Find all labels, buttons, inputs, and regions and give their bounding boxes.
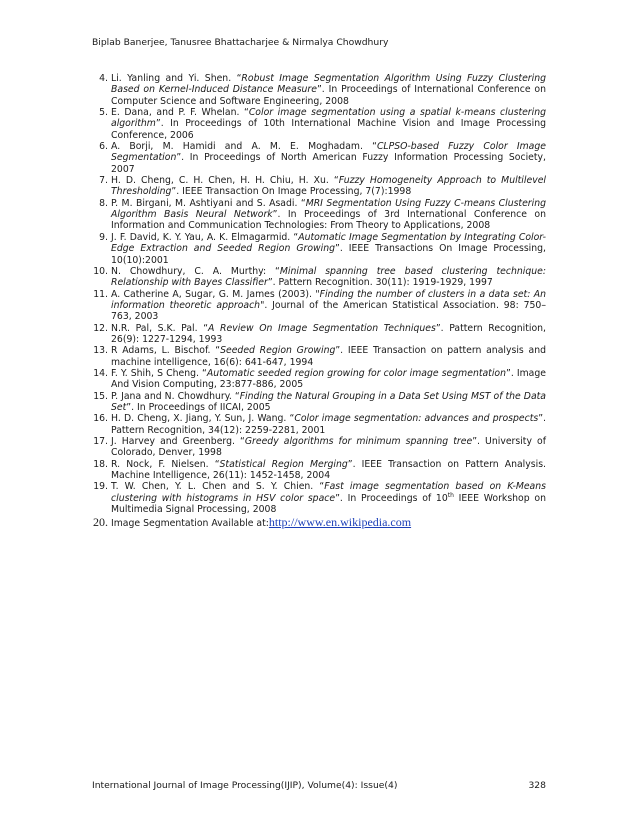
reference-item <box>92 323 546 346</box>
reference-authors: N.R. Pal, S.K. Pal. “ <box>111 322 209 334</box>
reference-number: 15. <box>93 390 108 402</box>
running-header: Biplab Banerjee, Tanusree Bhattacharjee & Nirmalya Chowdhury <box>92 37 389 48</box>
reference-number: 5. <box>99 107 108 119</box>
page-number: 328 <box>528 780 546 791</box>
reference-authors: A. Catherine A, Sugar, G. M. James (2003). " <box>111 288 320 300</box>
reference-authors: Li. Yanling and Yi. Shen. “ <box>111 73 242 84</box>
reference-title: CLPSO-based Fuzzy Color Image Segmentation <box>111 141 547 164</box>
reference-item <box>92 198 546 232</box>
reference-number: 6. <box>99 141 108 153</box>
reference-item <box>92 345 546 368</box>
reference-item <box>92 517 546 529</box>
reference-number: 10. <box>93 265 108 277</box>
reference-authors: N. Chowdhury, C. A. Murthy: “ <box>111 265 280 277</box>
reference-source: ”. In Proceedings of 10 <box>335 492 448 504</box>
reference-text: Image Segmentation Available at: <box>111 518 269 530</box>
reference-title: Automatic Image Segmentation by Integrating Color-Edge Extraction and Seeded Region Growing <box>111 231 546 255</box>
reference-source-end: IEEE Workshop on Multimedia Signal Processing, 2008 <box>111 492 546 516</box>
reference-source: ”. In Proceedings of International Conference on Computer Science and Software Engineering, 2008 <box>111 84 547 107</box>
journal-info: International Journal of Image Processing(IJIP), Volume(4): Issue(4) <box>92 780 398 791</box>
reference-authors: E. Dana, and P. F. Whelan. “ <box>111 107 249 119</box>
reference-title: Finding the number of clusters in a data set: An information theoretic approach <box>111 288 546 311</box>
reference-item <box>92 73 546 107</box>
reference-item <box>92 107 546 141</box>
reference-authors: J. Harvey and Greenberg. “ <box>111 436 245 447</box>
reference-authors: P. M. Birgani, M. Ashtiyani and S. Asadi. “ <box>111 197 306 209</box>
reference-source: ”. In Proceedings of 10th International Machine Vision and Image Processing Conference, 2006 <box>111 118 546 141</box>
reference-source: ”. In Proceedings of North American Fuzzy Information Processing Society, 2007 <box>111 152 546 175</box>
reference-source: ”. In Proceedings of IICAI, 2005 <box>126 401 271 413</box>
reference-list <box>92 73 546 530</box>
reference-source: ”. Pattern Recognition. 30(11): 1919-1929, 1997 <box>267 277 493 289</box>
reference-title: Minimal spanning tree based clustering technique: Relationship with Bayes Classifier <box>111 265 546 289</box>
reference-authors: A. Borji, M. Hamidi and A. M. E. Moghadam. “ <box>111 141 377 153</box>
reference-title: Fast image segmentation based on K-Means clustering with histograms in HSV color space <box>111 481 546 504</box>
reference-title: Color image segmentation: advances and prospects <box>294 413 539 425</box>
reference-title: Robust Image Segmentation Algorithm Using Fuzzy Clustering Based on Kernel-Induced Distance Measure <box>111 73 546 96</box>
reference-source: ”. Pattern Recognition, 26(9): 1227-1294, 1993 <box>111 322 546 345</box>
reference-number: 18. <box>93 458 108 470</box>
reference-number: 9. <box>99 231 108 243</box>
reference-title: Automatic seeded region growing for color image segmentation <box>206 367 506 379</box>
reference-authors: H. D. Cheng, X. Jiang, Y. Sun, J. Wang. “ <box>111 413 295 425</box>
reference-number: 19. <box>93 481 108 493</box>
reference-number: 13. <box>93 345 108 357</box>
reference-number: 16. <box>93 413 108 425</box>
reference-authors: J. F. David, K. Y. Yau, A. K. Elmagarmid. “ <box>111 231 299 243</box>
reference-item <box>92 266 546 289</box>
reference-number: 7. <box>99 175 108 187</box>
reference-source: ”. IEEE Transaction on Pattern Analysis. Machine Intelligence, 26(11): 1452-1458, 2004 <box>111 458 546 482</box>
ordinal-superscript: th <box>447 491 454 499</box>
reference-title: Statistical Region Merging <box>219 458 348 470</box>
reference-item <box>92 436 546 459</box>
reference-source: ”. Image And Vision Computing, 23:877-886, 2005 <box>111 367 546 391</box>
reference-item <box>92 175 546 198</box>
reference-number: 8. <box>99 197 108 209</box>
reference-item <box>92 232 546 266</box>
reference-title: Color image segmentation using a spatial k-means clustering algorithm <box>111 107 547 130</box>
wikipedia-link[interactable]: http://www.en.wikipedia.com <box>268 515 412 530</box>
reference-number: 11. <box>93 288 108 300</box>
reference-item <box>92 368 546 391</box>
reference-authors: T. W. Chen, Y. L. Chen and S. Y. Chien. “ <box>111 481 325 493</box>
reference-number: 12. <box>93 322 108 334</box>
reference-source: ”. University of Colorado, Denver, 1998 <box>111 436 546 459</box>
reference-title: MRI Segmentation Using Fuzzy C-means Clustering Algorithm Basis Neural Network <box>111 197 546 221</box>
reference-item <box>92 289 546 323</box>
reference-number: 4. <box>99 73 108 84</box>
reference-title: A Review On Image Segmentation Techniques <box>208 322 436 334</box>
reference-title: Greedy algorithms for minimum spanning tree <box>244 436 473 447</box>
reference-source: ”. In Proceedings of 3rd International Conference on Information and Communication Technologies: From Theory to Applications, 2008 <box>111 209 546 232</box>
page-footer <box>92 780 546 791</box>
reference-title: Fuzzy Homogeneity Approach to Multilevel Thresholding <box>111 175 547 198</box>
reference-source: ”. IEEE Transaction on pattern analysis and machine intelligence, 16(6): 641-647, 1994 <box>111 345 546 368</box>
reference-number: 17. <box>93 436 108 447</box>
reference-number: 14. <box>93 367 108 379</box>
reference-authors: P. Jana and N. Chowdhury. “ <box>111 390 240 402</box>
reference-item <box>92 481 546 515</box>
reference-item <box>92 391 546 414</box>
reference-title: Seeded Region Growing <box>220 345 336 357</box>
reference-item <box>92 141 546 175</box>
reference-source: ”. IEEE Transactions On Image Processing, 10(10):2001 <box>111 243 546 266</box>
reference-number: 20. <box>93 515 108 530</box>
reference-item <box>92 459 546 482</box>
reference-item <box>92 413 546 436</box>
reference-authors: R Adams, L. Bischof. “ <box>111 345 221 357</box>
reference-authors: F. Y. Shih, S Cheng. “ <box>111 367 207 379</box>
reference-source: ”. IEEE Transaction On Image Processing, 7(7):1998 <box>171 186 412 198</box>
reference-source: ". Journal of the American Statistical Association. 98: 750–763, 2003 <box>111 299 546 323</box>
reference-title: Finding the Natural Grouping in a Data Set Using MST of the Data Set <box>111 390 546 413</box>
reference-authors: R. Nock, F. Nielsen. “ <box>111 458 220 470</box>
reference-source: ”. Pattern Recognition, 34(12): 2259-2281, 2001 <box>111 413 546 436</box>
reference-authors: H. D. Cheng, C. H. Chen, H. H. Chiu, H. Xu. “ <box>111 175 339 187</box>
